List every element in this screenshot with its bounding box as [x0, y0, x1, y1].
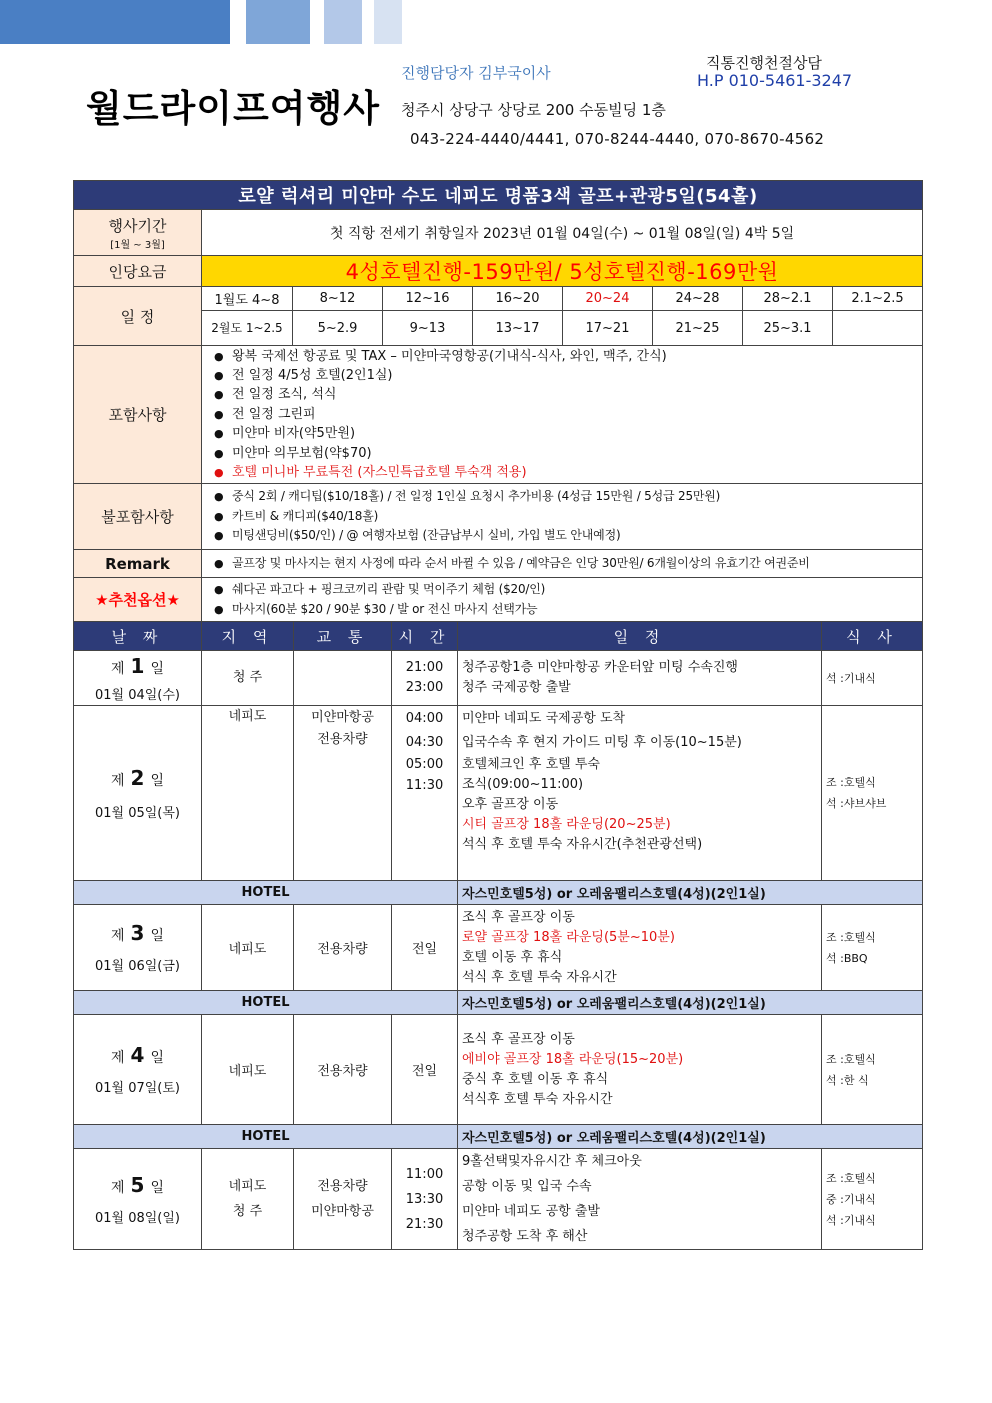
time-text: 21:30: [405, 1216, 444, 1232]
plan-line: 청주 국제공항 출발: [462, 680, 571, 695]
plan-cell: [458, 1149, 822, 1250]
table-row: [74, 905, 923, 991]
schedule-cell: 2.1~2.5: [833, 287, 923, 311]
period-label-text: 행사기간: [108, 216, 167, 235]
time-text: 21:00: [405, 660, 444, 675]
day-suffix: 일: [150, 772, 164, 789]
schedule-cell: 2월도 1~2.5: [202, 311, 293, 346]
region-cell: [202, 1149, 294, 1250]
schedule-cell: [833, 311, 923, 346]
schedule-label: 일 정: [74, 287, 202, 346]
time-text: 23:00: [405, 680, 444, 695]
col-header-date: 날 짜: [74, 622, 202, 651]
day-prefix: 제: [111, 660, 125, 677]
excluded-list-cell: [202, 484, 923, 550]
schedule-cell-highlight: 20~24: [563, 287, 653, 311]
list-item: ● 전 일정 그린피: [212, 405, 918, 424]
excluded-list: [206, 487, 918, 545]
plan-cell: [458, 905, 822, 991]
time-text: 04:00: [405, 711, 444, 726]
meal-text: 석 :기내식: [826, 671, 876, 685]
table-row: [74, 651, 923, 706]
day-suffix: 일: [150, 1179, 164, 1196]
meal-cell: [822, 651, 923, 706]
list-item: ● 마사지(60분 $20 / 90분 $30 / 발 or 전신 마사지 선택가능: [212, 600, 918, 619]
transport-text: 미얀마항공: [311, 1204, 374, 1219]
list-item: ● 카트비 & 캐디피($40/18홀): [212, 507, 918, 526]
hotel-text: 자스민호텔5성) or 오레움팰리스호텔(4성)(2인1실): [458, 1125, 923, 1149]
plan-line-highlight: 로얄 골프장 18홀 라운딩(5분~10분): [462, 929, 675, 945]
col-header-plan: 일 정: [458, 622, 822, 651]
meal-text: 석 :한 식: [826, 1073, 869, 1087]
included-list-cell: [202, 346, 923, 484]
plan-cell: [458, 706, 822, 881]
remark-list: [206, 554, 918, 573]
plan-cell: [458, 651, 822, 706]
plan-line: 오후 골프장 이동: [462, 797, 559, 812]
hotel-text: 자스민호텔5성) or 오레움팰리스호텔(4성)(2인1실): [458, 991, 923, 1015]
schedule-cell: 28~2.1: [743, 287, 833, 311]
meal-text: 석 :기내식: [826, 1213, 876, 1227]
list-item: ● 쉐다곤 파고다 + 핑크코끼리 관람 및 먹이주기 체험 ($20/인): [212, 580, 918, 599]
option-list-cell: [202, 578, 923, 622]
day-suffix: 일: [150, 660, 164, 677]
plan-line: 공항 이동 및 입국 수속: [462, 1179, 592, 1194]
meal-text: 조 :호텔식: [826, 1052, 876, 1066]
transport-cell: [294, 706, 392, 881]
day-cell: [74, 651, 202, 706]
included-label: 포함사항: [74, 346, 202, 484]
tour-title: 로얄 럭셔리 미얀마 수도 네피도 명품3색 골프+관광5일(54홀): [74, 181, 923, 210]
hotel-row: [74, 881, 923, 905]
decor-block: [246, 0, 310, 44]
plan-line: 호텔 이동 후 휴식: [462, 949, 563, 965]
plan-line: 석식 후 호텔 투숙 자유시간(추천관광선택): [462, 837, 703, 852]
schedule-cell: 17~21: [563, 311, 653, 346]
plan-line: 석식후 호텔 투숙 자유시간: [462, 1091, 613, 1107]
schedule-cell: 1월도 4~8: [202, 287, 293, 311]
list-item: ● 골프장 및 마사지는 현지 사정에 따라 순서 바뀔 수 있음 / 예약금은 인당 30만원/ 6개월이상의 유효기간 여권준비: [212, 554, 918, 573]
remark-cell: [202, 550, 923, 578]
manager-name: 진행담당자 김부국이사: [401, 64, 551, 82]
day-number: 3: [130, 921, 145, 945]
meal-cell: [822, 905, 923, 991]
hotel-label: HOTEL: [74, 991, 458, 1015]
meal-text: 조 :호텔식: [826, 776, 876, 789]
meal-cell: [822, 1015, 923, 1125]
excluded-label: 불포함사항: [74, 484, 202, 550]
meal-text: 석 :BBQ: [826, 951, 868, 965]
included-list: [206, 347, 918, 483]
period-sub: [1월 ~ 3월]: [110, 239, 165, 251]
time-text: 11:00: [405, 1166, 444, 1182]
schedule-cell: 8~12: [293, 287, 383, 311]
meal-text: 중 :기내식: [826, 1192, 876, 1206]
region-text: 청 주: [232, 670, 263, 685]
plan-line: 조식(09:00~11:00): [462, 777, 584, 792]
schedule-cell: 13~17: [473, 311, 563, 346]
region-cell: [202, 651, 294, 706]
day-date: 01월 07일(토): [94, 1081, 181, 1096]
schedule-cell: 24~28: [653, 287, 743, 311]
option-list: [206, 580, 918, 619]
meal-text: 조 :호텔식: [826, 1171, 876, 1185]
col-header-transport: 교 통: [294, 622, 392, 651]
plan-line-highlight: 시티 골프장 18홀 라운딩(20~25분): [462, 817, 671, 832]
direct-consult-title: 직통진행천절상담: [706, 54, 822, 72]
hotel-label: HOTEL: [74, 1125, 458, 1149]
price-label: 인당요금: [74, 256, 202, 287]
transport-cell: 전용차량: [294, 1015, 392, 1125]
itinerary-table: [73, 621, 923, 1250]
hotel-row: [74, 1125, 923, 1149]
table-row: [74, 1015, 923, 1125]
region-cell: 네피도: [202, 905, 294, 991]
day-number: 2: [130, 765, 145, 790]
plan-line: 미얀마 네피도 공항 출발: [462, 1204, 600, 1219]
plan-line: 미얀마 네피도 국제공항 도착: [462, 711, 626, 726]
region-cell: 네피도: [202, 1015, 294, 1125]
list-item: ● 호텔 미니바 무료특전 (자스민특급호텔 투숙객 적용): [212, 463, 918, 482]
day-cell: [74, 1149, 202, 1250]
day-suffix: 일: [150, 1050, 164, 1066]
day-date: 01월 06일(금): [94, 959, 181, 974]
option-label: ★추천옵션★: [74, 578, 202, 622]
day-number: 4: [130, 1043, 145, 1067]
decor-block: [0, 0, 230, 44]
list-item: ● 전 일정 조식, 석식: [212, 385, 918, 404]
region-text: 청 주: [232, 1204, 263, 1219]
day-date: 01월 05일(목): [94, 805, 181, 821]
table-row: [74, 1149, 923, 1250]
col-header-region: 지 역: [202, 622, 294, 651]
day-prefix: 제: [111, 772, 125, 789]
meal-cell: [822, 706, 923, 881]
meal-cell: [822, 1149, 923, 1250]
plan-line: 입국수속 후 현지 가이드 미팅 후 이동(10~15분): [462, 735, 742, 750]
meal-text: 조 :호텔식: [826, 930, 876, 944]
day-number: 1: [130, 653, 145, 678]
plan-line: 청주공항1층 미얀마항공 카운터앞 미팅 수속진행: [462, 660, 738, 675]
time-cell: 전일: [392, 1015, 458, 1125]
transport-text: 전용차량: [317, 732, 368, 747]
hotel-text: 자스민호텔5성) or 오레움팰리스호텔(4성)(2인1실): [458, 881, 923, 905]
col-header-time: 시 간: [392, 622, 458, 651]
schedule-cell: 9~13: [383, 311, 473, 346]
decor-block: [324, 0, 362, 44]
time-text: 11:30: [405, 778, 444, 793]
list-item: ● 미팅샌딩비($50/인) / @ 여행자보험 (잔금납부시 실비, 가입 별도 안내예정): [212, 526, 918, 545]
schedule-cell: 12~16: [383, 287, 473, 311]
table-row: [74, 706, 923, 881]
list-item: ● 중식 2회 / 캐디팁($10/18홀) / 전 일정 1인실 요청시 추가비용 (4성급 15만원 / 5성급 25만원): [212, 487, 918, 506]
period-label: [74, 210, 202, 256]
day-number: 5: [130, 1172, 145, 1197]
region-text: 네피도: [228, 709, 267, 724]
schedule-cell: 21~25: [653, 311, 743, 346]
plan-cell: [458, 1015, 822, 1125]
time-text: 05:00: [405, 757, 444, 772]
plan-line: 중식 후 호텔 이동 후 휴식: [462, 1071, 609, 1087]
company-phones: 043-224-4440/4441, 070-8244-4440, 070-8670-4562: [410, 130, 825, 148]
schedule-cell: 25~3.1: [743, 311, 833, 346]
plan-line: 석식 후 호텔 투숙 자유시간: [462, 969, 617, 985]
time-cell: [392, 1149, 458, 1250]
period-text: 첫 직항 전세기 취항일자 2023년 01월 04일(수) ~ 01월 08일(일) 4박 5일: [202, 210, 923, 256]
day-prefix: 제: [111, 1179, 125, 1196]
time-text: 13:30: [405, 1191, 444, 1207]
plan-line-highlight: 에비야 골프장 18홀 라운딩(15~20분): [462, 1051, 684, 1067]
plan-line: 조식 후 골프장 이동: [462, 1031, 575, 1047]
day-date: 01월 04일(수): [94, 687, 181, 703]
plan-line: 조식 후 골프장 이동: [462, 909, 575, 925]
transport-cell: [294, 651, 392, 706]
day-suffix: 일: [150, 928, 164, 944]
day-date: 01월 08일(일): [94, 1210, 181, 1226]
price-text: 4성호텔진행-159만원/ 5성호텔진행-169만원: [202, 256, 923, 287]
day-cell: [74, 1015, 202, 1125]
schedule-cell: 5~2.9: [293, 311, 383, 346]
remark-label: Remark: [74, 550, 202, 578]
time-text: 04:30: [405, 735, 444, 750]
region-text: 네피도: [228, 1179, 267, 1194]
region-cell: [202, 706, 294, 881]
plan-line: 호텔체크인 후 호텔 투숙: [462, 757, 600, 772]
direct-phone: H.P 010-5461-3247: [697, 71, 853, 90]
day-cell: [74, 706, 202, 881]
transport-cell: 전용차량: [294, 905, 392, 991]
day-cell: [74, 905, 202, 991]
hotel-label: HOTEL: [74, 881, 458, 905]
time-cell: [392, 706, 458, 881]
decor-block: [374, 0, 402, 44]
plan-line: 청주공항 도착 후 해산: [462, 1229, 588, 1244]
transport-cell: [294, 1149, 392, 1250]
tour-info-table: [73, 180, 923, 622]
list-item: ● 전 일정 4/5성 호텔(2인1실): [212, 366, 918, 385]
col-header-meal: 식 사: [822, 622, 923, 651]
company-logo: 월드라이프여행사: [86, 87, 380, 130]
list-item: ● 왕복 국제선 항공료 및 TAX – 미얀마국영항공(기내식-식사, 와인, 맥주, 간식): [212, 347, 918, 366]
meal-text: 석 :샤브샤브: [826, 797, 887, 810]
transport-text: 전용차량: [317, 1179, 368, 1194]
hotel-row: [74, 991, 923, 1015]
list-item: ● 미얀마 비자(약5만원): [212, 424, 918, 443]
company-address: 청주시 상당구 상당로 200 수동빌딩 1층: [401, 101, 666, 119]
time-cell: 전일: [392, 905, 458, 991]
time-cell: [392, 651, 458, 706]
plan-line: 9홀선택및자유시간 후 체크아웃: [462, 1154, 642, 1169]
schedule-cell: 16~20: [473, 287, 563, 311]
transport-text: 미얀마항공: [311, 710, 374, 725]
list-item: ● 미얀마 의무보험(약$70): [212, 444, 918, 463]
day-prefix: 제: [111, 928, 125, 944]
day-prefix: 제: [111, 1050, 125, 1066]
